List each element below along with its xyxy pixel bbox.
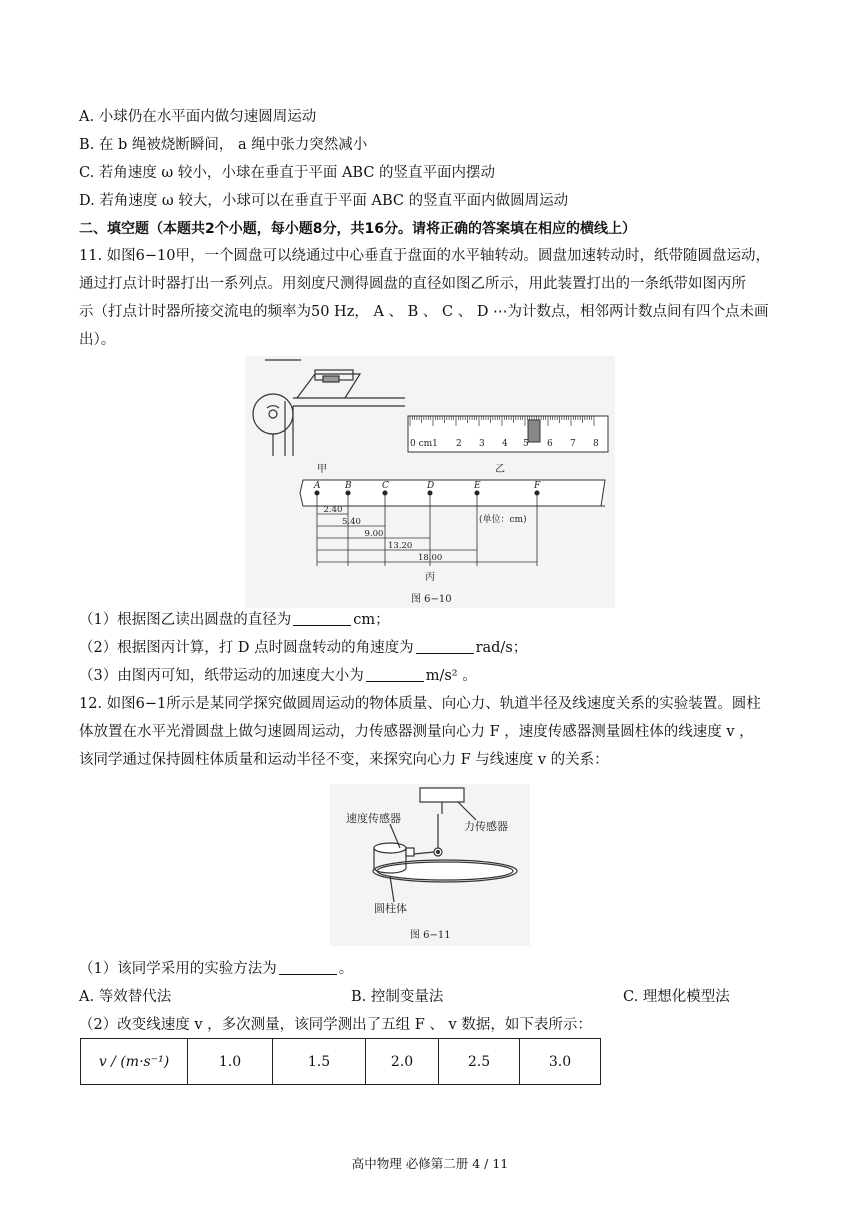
q11-line-1: 11. 如图6−10甲，一个圆盘可以绕通过中心垂直于盘面的水平轴转动。圆盘加速转动时，纸带随圆盘运动， (79, 248, 770, 264)
tape-point-label: E (474, 481, 481, 491)
q11-line-2: 通过打点计时器打出一系列点。用刻度尺测得圆盘的直径如图乙所示，用此装置打出的一条纸带如图丙所 (79, 276, 746, 292)
tape-point-label: B (345, 481, 352, 491)
q12-sub1-text: （1）该同学采用的实验方法为 (79, 961, 277, 977)
unit-note: (单位：cm) (479, 515, 527, 525)
table-row (81, 1039, 601, 1085)
dimension-label: 13.20 (388, 541, 413, 551)
q12-line-1: 12. 如图6−1所示是某同学探究做圆周运动的物体质量、向心力、轨道半径及线速度关系的实验装置。圆柱 (79, 696, 761, 712)
q11-sub2 (79, 638, 527, 658)
option-d: D. 若角速度 ω 较大，小球可以在垂直于平面 ABC 的竖直平面内做圆周运动 (79, 193, 569, 209)
ruler-label-2: 2 (456, 439, 462, 449)
q11-sub1-unit: cm； (353, 612, 390, 628)
label-force-sensor: 力传感器 (464, 820, 508, 833)
answer-blank-2[interactable] (416, 639, 474, 654)
option-b: B. 在 b 绳被烧断瞬间， a 绳中张力突然减小 (79, 137, 368, 153)
tape-point-label: A (314, 481, 321, 491)
q11-sub2-text: （2）根据图丙计算，打 D 点时圆盘转动的角速度为 (79, 640, 414, 656)
q11-sub3-unit: m/s² 。 (425, 668, 477, 684)
answer-blank-1[interactable] (293, 611, 351, 626)
tape-point-label: C (382, 481, 389, 491)
caption-6-10: 图 6−10 (411, 594, 452, 605)
table-cell: 2.5 (439, 1039, 520, 1085)
label-speed-sensor: 速度传感器 (346, 812, 401, 825)
table-cell: 2.0 (366, 1039, 439, 1085)
q11-sub3 (79, 666, 477, 686)
dimension-label: 18.00 (418, 553, 443, 563)
q12-sub1-post: 。 (338, 961, 354, 977)
answer-blank-4[interactable] (279, 960, 337, 975)
label-cylinder: 圆柱体 (374, 902, 407, 915)
label-yi: 乙 (495, 464, 505, 475)
caption-6-11: 图 6−11 (410, 930, 451, 941)
tape-point-label: F (534, 481, 541, 491)
q11-sub3-text: （3）由图丙可知，纸带运动的加速度大小为 (79, 668, 364, 684)
table-cell: 3.0 (520, 1039, 601, 1085)
q11-sub1 (79, 610, 390, 630)
q12-sub1 (79, 959, 353, 979)
ruler-label-6: 6 (547, 439, 553, 449)
table-cell: 1.0 (188, 1039, 273, 1085)
choice-b: B. 控制变量法 (351, 989, 444, 1005)
q12-line-3: 该同学通过保持圆柱体质量和运动半径不变，来探究向心力 F 与线速度 v 的关系： (79, 752, 609, 768)
q12-sub2: （2）改变线速度 v ，多次测量，该同学测出了五组 F 、 v 数据，如下表所示： (79, 1017, 592, 1033)
section-heading: 二、填空题（本题共2个小题，每小题8分，共16分。请将正确的答案填在相应的横线上） (79, 221, 636, 237)
tape-point-label: D (427, 481, 435, 491)
figure-6-11 (330, 784, 530, 946)
label-jia: 甲 (317, 464, 327, 475)
option-a: A. 小球仍在水平面内做匀速圆周运动 (79, 109, 317, 125)
figure-6-10 (245, 356, 615, 608)
ruler-label-5: 5 (523, 439, 529, 449)
ruler-label-7: 7 (570, 439, 576, 449)
dimension-label: 2.40 (323, 505, 343, 515)
dimension-label: 9.00 (364, 529, 384, 539)
q11-line-3: 示（打点计时器所接交流电的频率为50 Hz， A 、 B 、 C 、 D ⋯为计数点，相邻两计数点间有四个点未画 (79, 304, 769, 320)
q12-line-2: 体放置在水平光滑圆盘上做匀速圆周运动，力传感器测量向心力 F ，速度传感器测量圆柱体的线速度 v ， (79, 724, 754, 740)
dimension-label: 5.40 (342, 517, 361, 527)
choice-c: C. 理想化模型法 (623, 989, 730, 1005)
choice-a: A. 等效替代法 (79, 989, 172, 1005)
ruler (408, 416, 608, 452)
option-c: C. 若角速度 ω 较小，小球在垂直于平面 ABC 的竖直平面内摆动 (79, 165, 496, 181)
ruler-label-4: 4 (502, 439, 508, 449)
page-footer: 高中物理 必修第二册 4 / 11 (351, 1156, 509, 1171)
q11-line-4: 出）。 (79, 332, 116, 348)
table-header-cell: v / (m·s⁻¹) (81, 1039, 188, 1085)
data-table (80, 1038, 601, 1085)
label-bing: 丙 (425, 572, 435, 583)
q11-sub2-unit: rad/s； (475, 640, 528, 656)
ruler-label-0: 0 cm1 (410, 439, 438, 449)
table-cell: 1.5 (273, 1039, 366, 1085)
ruler-label-3: 3 (479, 439, 485, 449)
answer-blank-3[interactable] (366, 667, 424, 682)
ruler-label-8: 8 (593, 439, 599, 449)
q11-sub1-text: （1）根据图乙读出圆盘的直径为 (79, 612, 292, 628)
